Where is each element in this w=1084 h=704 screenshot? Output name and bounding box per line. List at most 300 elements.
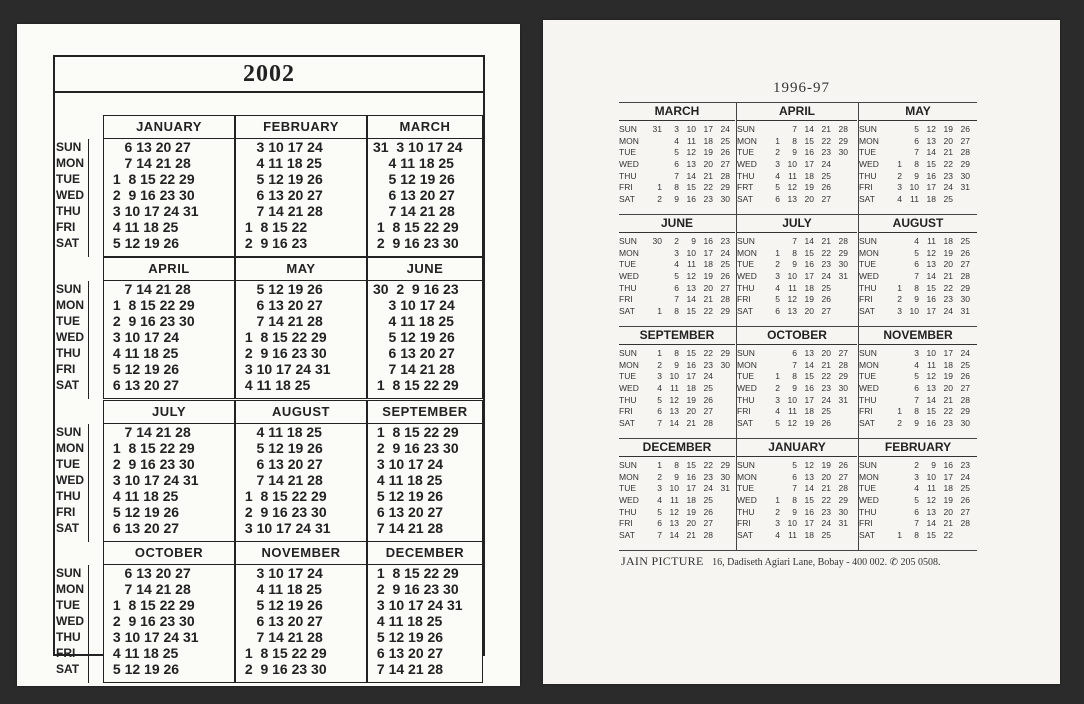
date-cell: 16 <box>686 359 696 370</box>
date-cell: 9 <box>674 194 679 205</box>
date-cell: 12 <box>669 394 679 405</box>
publisher-name: JAIN PICTURE <box>621 554 704 568</box>
date-cell: 30 <box>720 194 730 205</box>
date-cell: 27 <box>960 135 970 146</box>
week-row <box>737 518 857 530</box>
week-row: 6 13 20 27 <box>109 520 180 536</box>
date-cell: 29 <box>960 159 970 170</box>
week-row: 7 14 21 28 <box>373 361 455 377</box>
date-cell: 17 <box>686 371 696 382</box>
week-row <box>859 507 977 519</box>
date-cell: 8 <box>792 247 797 258</box>
weekday-label: MON <box>859 471 879 482</box>
date-cell: 3 <box>775 271 780 282</box>
week-row <box>619 283 735 295</box>
date-cell: 6 <box>775 194 780 205</box>
month-name: SEPTEMBER <box>619 326 735 345</box>
date-cell: 8 <box>914 282 919 293</box>
date-cell: 14 <box>804 124 814 134</box>
date-cell: 14 <box>926 147 936 158</box>
weekday-label: SUN <box>619 236 637 246</box>
week-row <box>619 383 735 395</box>
weekday-label: TUE <box>859 147 876 158</box>
date-cell: 26 <box>960 124 970 134</box>
date-cell: 23 <box>960 460 970 470</box>
date-cell: 28 <box>838 483 848 494</box>
date-cell: 20 <box>821 348 831 358</box>
month-august-2002 <box>235 400 367 542</box>
date-cell: 22 <box>703 306 713 317</box>
week-row <box>859 360 977 372</box>
date-cell: 14 <box>804 236 814 246</box>
weekday-label: TUE <box>859 483 876 494</box>
date-cell: 11 <box>788 530 797 541</box>
date-cell: 1 <box>775 495 780 506</box>
week-row <box>859 147 977 159</box>
date-cell: 11 <box>687 135 696 146</box>
date-cell: 26 <box>838 460 848 470</box>
week-row: 31 3 10 17 24 <box>373 139 463 155</box>
date-cell: 24 <box>960 471 970 482</box>
date-cell: 13 <box>787 194 797 205</box>
date-cell: 30 <box>838 259 848 270</box>
date-cell: 4 <box>914 236 919 246</box>
week-row: 5 12 19 26 <box>109 235 180 251</box>
weekday-label: WED <box>619 383 639 394</box>
week-row: 4 11 18 25 <box>241 155 322 171</box>
calendar-2002-grid <box>53 55 485 677</box>
week-row: 7 14 21 28 <box>373 203 455 219</box>
date-cell: 6 <box>674 282 679 293</box>
weekday-label: MON <box>859 247 879 258</box>
date-cell: 15 <box>686 348 696 358</box>
date-cell: 15 <box>926 282 936 293</box>
week-row <box>859 348 977 360</box>
month-april-2002 <box>103 257 235 399</box>
weekday-label: FRI <box>56 362 76 376</box>
weekday-label: THU <box>859 394 877 405</box>
week-row <box>737 259 857 271</box>
week-row <box>737 306 857 318</box>
date-cell: 28 <box>960 394 970 405</box>
week-row: 3 10 17 24 <box>109 329 180 345</box>
week-row: 1 8 15 22 29 <box>373 424 459 440</box>
weekday-label: WED <box>737 159 757 170</box>
week-row <box>859 248 977 260</box>
week-row <box>737 283 857 295</box>
date-cell: 26 <box>821 294 831 305</box>
week-row: 6 13 20 27 <box>109 377 180 393</box>
week-row <box>737 418 857 430</box>
date-cell: 10 <box>787 159 797 170</box>
date-cell: 21 <box>943 394 953 405</box>
date-cell: 27 <box>720 159 730 170</box>
week-row: 5 12 19 26 <box>373 629 444 645</box>
date-cell: 3 <box>674 247 679 258</box>
week-row: 6 13 20 27 <box>109 565 191 581</box>
week-row: 7 14 21 28 <box>109 581 191 597</box>
date-cell: 17 <box>804 271 814 282</box>
date-cell: 3 <box>775 159 780 170</box>
week-row <box>619 406 735 418</box>
date-cell: 3 <box>775 394 780 405</box>
date-cell: 22 <box>943 530 953 541</box>
week-row <box>859 306 977 318</box>
date-cell: 22 <box>703 460 713 470</box>
date-cell: 13 <box>804 348 814 358</box>
date-cell: 12 <box>926 247 936 258</box>
date-cell: 18 <box>943 236 953 246</box>
date-cell: 7 <box>674 294 679 305</box>
date-cell: 8 <box>914 530 919 541</box>
date-cell: 15 <box>804 247 814 258</box>
month-march-1996-97 <box>619 102 735 206</box>
date-cell: 25 <box>960 359 970 370</box>
calendar-card-1996-97 <box>543 20 1060 684</box>
week-row <box>619 124 735 136</box>
date-cell: 24 <box>821 159 831 170</box>
date-cell: 1 <box>657 182 662 193</box>
date-cell: 13 <box>669 406 679 417</box>
date-cell: 17 <box>804 159 814 170</box>
week-row <box>619 530 735 542</box>
date-cell: 19 <box>703 271 713 282</box>
date-cell: 27 <box>821 194 831 205</box>
month-may-1996-97 <box>859 102 977 206</box>
row-divider <box>619 438 977 439</box>
date-cell: 14 <box>804 359 814 370</box>
month-name: DECEMBER <box>368 542 482 565</box>
date-cell: 19 <box>686 506 696 517</box>
date-cell: 8 <box>792 135 797 146</box>
date-cell: 3 <box>897 182 902 193</box>
date-cell: 24 <box>821 394 831 405</box>
week-row: 6 13 20 27 <box>241 297 323 313</box>
date-cell: 15 <box>686 306 696 317</box>
week-row: 4 11 18 25 <box>373 313 454 329</box>
week-row <box>737 395 857 407</box>
weekday-label: SAT <box>737 194 753 205</box>
weekday-label: THU <box>859 170 877 181</box>
weekday-label: MON <box>737 471 757 482</box>
weekday-label: TUE <box>859 371 876 382</box>
date-cell: 6 <box>914 259 919 270</box>
date-cell: 1 <box>657 306 662 317</box>
date-cell: 12 <box>787 418 797 429</box>
date-cell: 20 <box>943 383 953 394</box>
week-row <box>619 348 735 360</box>
week-row: 2 9 16 23 30 <box>241 661 327 677</box>
weekday-label: SAT <box>859 418 875 429</box>
week-row <box>737 472 857 484</box>
date-cell: 29 <box>960 282 970 293</box>
date-cell: 20 <box>943 259 953 270</box>
date-cell: 18 <box>804 530 814 541</box>
date-cell: 12 <box>926 124 936 134</box>
date-cell: 10 <box>787 518 797 529</box>
week-row <box>619 159 735 171</box>
week-row: 2 9 16 23 30 <box>109 187 195 203</box>
date-cell: 15 <box>804 495 814 506</box>
month-name: JUNE <box>368 258 482 281</box>
date-cell: 6 <box>775 306 780 317</box>
date-cell: 19 <box>943 371 953 382</box>
weekday-labels <box>55 565 89 683</box>
week-row: 1 8 15 22 29 <box>241 645 327 661</box>
weekday-label: WED <box>859 383 879 394</box>
week-row: 3 10 17 24 31 <box>241 520 331 536</box>
date-cell: 22 <box>821 495 831 506</box>
date-cell: 24 <box>943 306 953 317</box>
month-name: JANUARY <box>104 116 234 139</box>
weekday-label: WED <box>737 271 757 282</box>
date-cell: 26 <box>720 271 730 282</box>
week-row <box>859 518 977 530</box>
date-cell: 24 <box>821 271 831 282</box>
date-cell: 3 <box>914 348 919 358</box>
date-cell: 4 <box>674 259 679 270</box>
week-row: 7 14 21 28 <box>109 424 191 440</box>
date-cell: 3 <box>674 124 679 134</box>
date-cell: 26 <box>960 371 970 382</box>
date-cell: 5 <box>914 495 919 506</box>
week-row <box>619 483 735 495</box>
date-cell: 12 <box>787 294 797 305</box>
week-row <box>859 171 977 183</box>
date-cell: 20 <box>943 506 953 517</box>
week-row: 7 14 21 28 <box>373 661 444 677</box>
date-cell: 6 <box>792 471 797 482</box>
date-cell: 2 <box>897 418 902 429</box>
date-cell: 19 <box>804 418 814 429</box>
date-cell: 5 <box>657 394 662 405</box>
date-cell: 11 <box>927 359 936 370</box>
weekday-label: SAT <box>619 194 635 205</box>
week-row: 6 13 20 27 <box>241 613 323 629</box>
year-title-2002: 2002 <box>55 57 483 93</box>
week-row <box>619 495 735 507</box>
date-cell: 16 <box>926 170 936 181</box>
week-row: 4 11 18 25 <box>373 472 443 488</box>
date-cell: 22 <box>943 159 953 170</box>
date-cell: 10 <box>669 483 679 494</box>
date-cell: 27 <box>838 471 848 482</box>
month-july-2002 <box>103 400 235 542</box>
week-row: 6 13 20 27 <box>373 645 444 661</box>
date-cell: 6 <box>657 518 662 529</box>
month-february-1996-97 <box>859 438 977 542</box>
date-cell: 22 <box>703 182 713 193</box>
week-row: 1 8 15 22 29 <box>109 297 195 313</box>
date-cell: 14 <box>669 418 679 429</box>
month-march-2002 <box>367 115 483 257</box>
date-cell: 25 <box>821 282 831 293</box>
date-cell: 28 <box>960 518 970 529</box>
week-row <box>859 236 977 248</box>
week-row: 2 9 16 23 30 <box>109 313 195 329</box>
weekday-label: MON <box>859 135 879 146</box>
month-name: FEBRUARY <box>236 116 366 139</box>
date-cell: 25 <box>943 194 953 205</box>
weekday-label: TUE <box>737 259 754 270</box>
month-name: FEBRUARY <box>859 438 977 457</box>
weekday-label: SAT <box>859 194 875 205</box>
weekday-label: SAT <box>737 530 753 541</box>
date-cell: 25 <box>821 406 831 417</box>
date-cell: 20 <box>703 282 713 293</box>
date-cell: 9 <box>691 236 696 246</box>
date-cell: 16 <box>943 460 953 470</box>
weekday-label: SAT <box>56 662 80 676</box>
date-cell: 24 <box>703 371 713 382</box>
weekday-label: SUN <box>737 236 755 246</box>
week-row: 7 14 21 28 <box>373 520 444 536</box>
week-row: 4 11 18 25 <box>109 488 179 504</box>
week-row: 2 9 16 23 30 <box>109 456 195 472</box>
weekday-label: MON <box>619 359 639 370</box>
date-cell: 5 <box>775 294 780 305</box>
week-row <box>619 472 735 484</box>
week-row: 1 8 15 22 29 <box>109 440 195 456</box>
date-cell: 8 <box>674 182 679 193</box>
month-january-1996-97 <box>737 438 857 542</box>
week-row: 6 13 20 27 <box>373 187 455 203</box>
date-cell: 27 <box>838 348 848 358</box>
date-cell: 10 <box>909 182 919 193</box>
date-cell: 27 <box>960 383 970 394</box>
date-cell: 7 <box>674 170 679 181</box>
weekday-label: WED <box>56 330 84 344</box>
date-cell: 25 <box>703 383 713 394</box>
weekday-label: TUE <box>737 371 754 382</box>
weekday-label: MON <box>56 156 84 170</box>
date-cell: 17 <box>703 124 713 134</box>
date-cell: 17 <box>926 306 936 317</box>
date-cell: 3 <box>897 306 902 317</box>
weekday-label: FRT <box>737 182 754 193</box>
date-cell: 8 <box>674 460 679 470</box>
week-row: 7 14 21 28 <box>241 203 323 219</box>
weekday-label: THU <box>619 170 637 181</box>
weekday-label: TUE <box>737 147 754 158</box>
date-cell: 20 <box>686 518 696 529</box>
date-cell: 22 <box>821 247 831 258</box>
date-cell: 18 <box>703 259 713 270</box>
date-cell: 27 <box>703 406 713 417</box>
week-row: 3 10 17 24 <box>373 297 455 313</box>
date-cell: 18 <box>804 170 814 181</box>
date-cell: 10 <box>686 247 696 258</box>
date-cell: 14 <box>686 170 696 181</box>
weekday-label: FRI <box>859 182 873 193</box>
date-cell: 23 <box>943 170 953 181</box>
date-cell: 28 <box>960 271 970 282</box>
date-cell: 8 <box>674 306 679 317</box>
date-cell: 4 <box>897 194 902 205</box>
week-row: 2 9 16 23 30 <box>109 613 195 629</box>
date-cell: 7 <box>914 518 919 529</box>
weekday-label: FRI <box>619 406 633 417</box>
date-cell: 28 <box>838 236 848 246</box>
date-cell: 5 <box>914 247 919 258</box>
date-cell: 23 <box>720 236 730 246</box>
date-cell: 15 <box>926 530 936 541</box>
date-cell: 16 <box>686 194 696 205</box>
month-name: DECEMBER <box>619 438 735 457</box>
date-cell: 8 <box>914 406 919 417</box>
date-cell: 30 <box>720 471 730 482</box>
date-cell: 16 <box>926 418 936 429</box>
date-cell: 3 <box>657 483 662 494</box>
row-divider <box>619 102 977 103</box>
date-cell: 19 <box>943 124 953 134</box>
month-name: MAY <box>859 102 977 121</box>
date-cell: 1 <box>897 406 902 417</box>
date-cell: 21 <box>943 518 953 529</box>
weekday-label: SAT <box>619 530 635 541</box>
date-cell: 16 <box>926 294 936 305</box>
week-row: 4 11 18 25 <box>373 155 454 171</box>
date-cell: 2 <box>775 259 780 270</box>
date-cell: 28 <box>720 170 730 181</box>
week-row <box>859 159 977 171</box>
date-cell: 5 <box>674 271 679 282</box>
weekday-label: THU <box>737 506 755 517</box>
date-cell: 23 <box>821 147 831 158</box>
week-row <box>737 182 857 194</box>
week-row <box>619 147 735 159</box>
date-cell: 7 <box>657 418 662 429</box>
week-row <box>619 271 735 283</box>
weekday-label: MON <box>619 135 639 146</box>
date-cell: 9 <box>792 506 797 517</box>
year-title-1996-97: 1996-97 <box>773 80 830 96</box>
date-cell: 9 <box>914 170 919 181</box>
week-row <box>859 271 977 283</box>
weekday-label: THU <box>859 506 877 517</box>
date-cell: 15 <box>926 159 936 170</box>
date-cell: 11 <box>788 282 797 293</box>
date-cell: 21 <box>821 483 831 494</box>
weekday-label: FRI <box>619 294 633 305</box>
date-cell: 25 <box>720 259 730 270</box>
week-row: 7 14 21 28 <box>109 281 191 297</box>
week-row <box>859 259 977 271</box>
date-cell: 18 <box>926 194 936 205</box>
date-cell: 14 <box>686 294 696 305</box>
date-cell: 27 <box>821 306 831 317</box>
date-cell: 24 <box>720 247 730 258</box>
publisher-footer <box>621 554 940 569</box>
week-row <box>619 360 735 372</box>
date-cell: 6 <box>792 348 797 358</box>
week-row: 3 10 17 24 <box>373 456 444 472</box>
date-cell: 27 <box>703 518 713 529</box>
week-row: 5 12 19 26 <box>373 488 444 504</box>
date-cell: 15 <box>804 371 814 382</box>
date-cell: 30 <box>652 236 662 246</box>
weekday-label: WED <box>56 473 84 487</box>
date-cell: 18 <box>686 383 696 394</box>
date-cell: 10 <box>787 271 797 282</box>
weekday-label: SAT <box>56 236 80 250</box>
week-row <box>619 171 735 183</box>
date-cell: 13 <box>926 259 936 270</box>
row-divider <box>619 326 977 327</box>
week-row <box>737 530 857 542</box>
date-cell: 15 <box>686 182 696 193</box>
month-november-2002 <box>235 541 367 683</box>
